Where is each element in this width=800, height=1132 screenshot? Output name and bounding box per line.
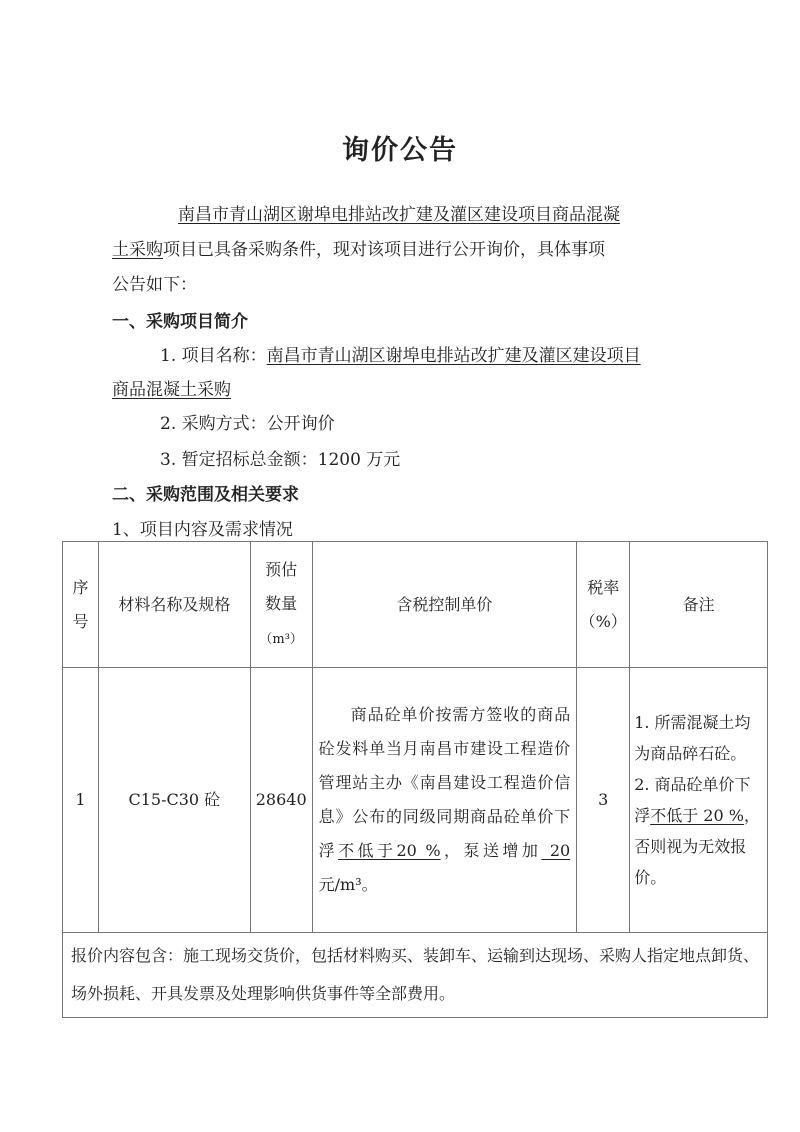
cell-note: 1. 所需混凝土均为商品碎石砼。 2. 商品砼单价下浮不低于 20 %，否则视为无效报价。	[630, 668, 768, 933]
requirements-table	[62, 541, 768, 1018]
table-header-row	[63, 542, 768, 668]
item-2: 2. 采购方式：公开询价	[160, 414, 335, 434]
intro-line-3: 公告如下：	[112, 275, 197, 295]
header-name: 材料名称及规格	[98, 542, 250, 668]
cell-qty: 28640	[250, 668, 312, 933]
header-note: 备注	[630, 542, 768, 668]
section-1-heading: 一、采购项目简介	[112, 312, 248, 332]
project-name: 南昌市青山湖区谢埠电排站改扩建及灌区建设项目商品混凝	[178, 205, 620, 225]
cell-seq: 1	[63, 668, 99, 933]
cell-name: C15-C30 砼	[98, 668, 250, 933]
page-title: 询价公告	[342, 135, 458, 166]
table-row	[63, 668, 768, 933]
item-1-value-cont: 商品混凝土采购	[112, 380, 231, 400]
header-seq: 序 号	[63, 542, 99, 668]
header-qty: 预估 数量 （m³）	[250, 542, 312, 668]
intro-text: 项目已具备采购条件，现对该项目进行公开询价，具体事项	[163, 240, 605, 260]
table-footer-row	[63, 933, 768, 1018]
item-1	[160, 346, 641, 366]
intro-line-1	[178, 205, 620, 225]
cell-price: 商品砼单价按需方签收的商品砼发料单当月南昌市建设工程造价管理站主办《南昌建设工程造价信息》公布的同级同期商品砼单价下浮不低于20 %，泵送增加 20 元/m³。	[312, 668, 577, 933]
header-tax: 税率 （%）	[577, 542, 630, 668]
item-1-value: 南昌市青山湖区谢埠电排站改扩建及灌区建设项目	[266, 346, 641, 366]
intro-line-2	[112, 240, 605, 260]
cell-tax: 3	[577, 668, 630, 933]
item-1-label: 1. 项目名称：	[160, 346, 267, 366]
quote-includes: 报价内容包含：施工现场交货价，包括材料购买、装卸车、运输到达现场、采购人指定地点卸货、场外损耗、开具发票及处理影响供货事件等全部费用。	[63, 933, 768, 1018]
item-3: 3. 暂定招标总金额：1200 万元	[160, 450, 401, 470]
project-name-cont: 土采购	[112, 240, 163, 260]
subsection-1: 1、项目内容及需求情况	[112, 520, 293, 540]
header-price: 含税控制单价	[312, 542, 577, 668]
section-2-heading: 二、采购范围及相关要求	[112, 485, 299, 505]
